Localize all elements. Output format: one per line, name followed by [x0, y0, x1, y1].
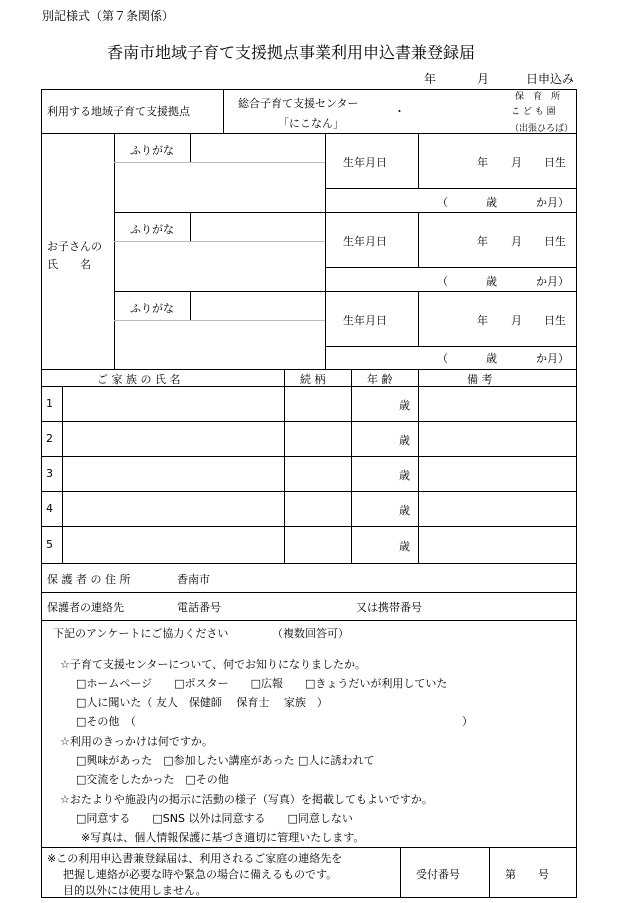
age-year: 歳: [486, 196, 497, 209]
age-open: （: [437, 275, 448, 288]
form-id: 別記様式（第７条関係）: [42, 9, 175, 23]
family-row-number: 5: [46, 538, 53, 551]
survey-q2-options-1[interactable]: □興味があった □参加したい講座があった □人に誘われて: [76, 754, 375, 767]
family-header-name: ご 家 族 の 氏 名: [97, 373, 181, 386]
furigana-label: ふりがな: [130, 223, 174, 236]
age-month: か月）: [536, 196, 569, 209]
family-row-number: 4: [46, 502, 53, 515]
birth-month: 月: [511, 235, 522, 248]
footer-note-2: 把握し連絡が必要な時や緊急の場合に備えるものです。: [63, 868, 338, 881]
footer-note-1: ※この利用申込書兼登録届は、利用されるご家庭の連絡先を: [47, 852, 343, 865]
age-month: か月）: [536, 275, 569, 288]
family-row-age-unit: 歳: [399, 540, 410, 553]
survey-q3-note: ※写真は、個人情報保護に基づき適切に管理いたします。: [81, 831, 365, 844]
family-row-age-unit: 歳: [399, 434, 410, 447]
age-year: 歳: [486, 275, 497, 288]
birth-day: 日生: [544, 314, 566, 327]
family-header-relation: 続 柄: [300, 373, 326, 386]
birth-month: 月: [511, 156, 522, 169]
birth-year: 年: [477, 156, 488, 169]
survey-q2-options-2[interactable]: □交流をしたかった □その他: [76, 773, 229, 786]
survey-q1-options-3[interactable]: □その他 （: [76, 715, 136, 728]
furigana-label: ふりがな: [130, 302, 174, 315]
age-year: 歳: [486, 352, 497, 365]
survey-q2: ☆利用のきっかけは何ですか。: [60, 735, 213, 748]
site-label: 利用する地域子育て支援拠点: [47, 105, 190, 118]
site-opt-hoikusho[interactable]: 保 育 所: [515, 92, 561, 102]
family-row-number: 3: [46, 467, 53, 480]
date-day-apply[interactable]: 日申込み: [526, 72, 575, 86]
birth-day: 日生: [544, 156, 566, 169]
site-dot: ・: [394, 105, 405, 118]
family-row-age-unit: 歳: [399, 469, 410, 482]
birth-month: 月: [511, 314, 522, 327]
furigana-label: ふりがな: [130, 144, 174, 157]
guardian-address-label: 保 護 者 の 住 所: [47, 573, 131, 586]
site-opt-kodomoen[interactable]: こ ど も 園: [511, 107, 556, 117]
guardian-contact-label: 保護者の連絡先: [47, 601, 124, 614]
family-row-number: 2: [46, 432, 53, 445]
survey-q1: ☆子育て支援センターについて、何でお知りになりましたか。: [60, 658, 366, 671]
age-open: （: [437, 352, 448, 365]
family-header-notes: 備 考: [467, 373, 493, 386]
family-header-age: 年 齢: [367, 373, 393, 386]
age-month: か月）: [536, 352, 569, 365]
survey-q3: ☆おたよりや施設内の掲示に活動の様子（写真）を掲載してもよいですか。: [60, 793, 433, 806]
birth-year: 年: [477, 235, 488, 248]
birth-label: 生年月日: [343, 156, 387, 169]
survey-q1-options-1[interactable]: □ホームページ □ポスター □広報 □きょうだいが利用していた: [76, 677, 448, 690]
age-open: （: [437, 196, 448, 209]
family-row-age-unit: 歳: [399, 399, 410, 412]
site-center-sub: 「にこなん」: [278, 117, 344, 130]
survey-q3-options[interactable]: □同意する □SNS 以外は同意する □同意しない: [76, 812, 353, 825]
guardian-address-value[interactable]: 香南市: [177, 573, 210, 586]
footer-note-3: 目的以外には使用しません。: [63, 884, 207, 897]
guardian-phone-label[interactable]: 電話番号: [177, 601, 221, 614]
site-center-name[interactable]: 総合子育て支援センター: [238, 97, 359, 110]
receipt-number[interactable]: 第 号: [505, 868, 549, 881]
child-label-2: 氏 名: [47, 258, 91, 271]
survey-header: 下記のアンケートにご協力ください: [53, 627, 229, 640]
family-row-number: 1: [46, 397, 53, 410]
guardian-mobile-label[interactable]: 又は携帯番号: [356, 601, 422, 614]
survey-q1-options-2[interactable]: □人に聞いた（ 友人 保健師 保育士 家族 ）: [76, 696, 328, 709]
receipt-label: 受付番号: [416, 868, 460, 881]
site-opt-shutcho[interactable]: （出張ひろば）: [510, 124, 574, 134]
family-row-age-unit: 歳: [399, 504, 410, 517]
survey-q1-close: ）: [462, 715, 473, 728]
birth-label: 生年月日: [343, 314, 387, 327]
survey-header-note: （複数回答可）: [272, 627, 349, 640]
page-title: 香南市地域子育て支援拠点事業利用申込書兼登録届: [107, 43, 476, 62]
date-year[interactable]: 年: [424, 72, 437, 86]
child-label-1: お子さんの: [47, 240, 102, 253]
birth-year: 年: [477, 314, 488, 327]
date-month[interactable]: 月: [477, 72, 490, 86]
birth-day: 日生: [544, 235, 566, 248]
birth-label: 生年月日: [343, 235, 387, 248]
